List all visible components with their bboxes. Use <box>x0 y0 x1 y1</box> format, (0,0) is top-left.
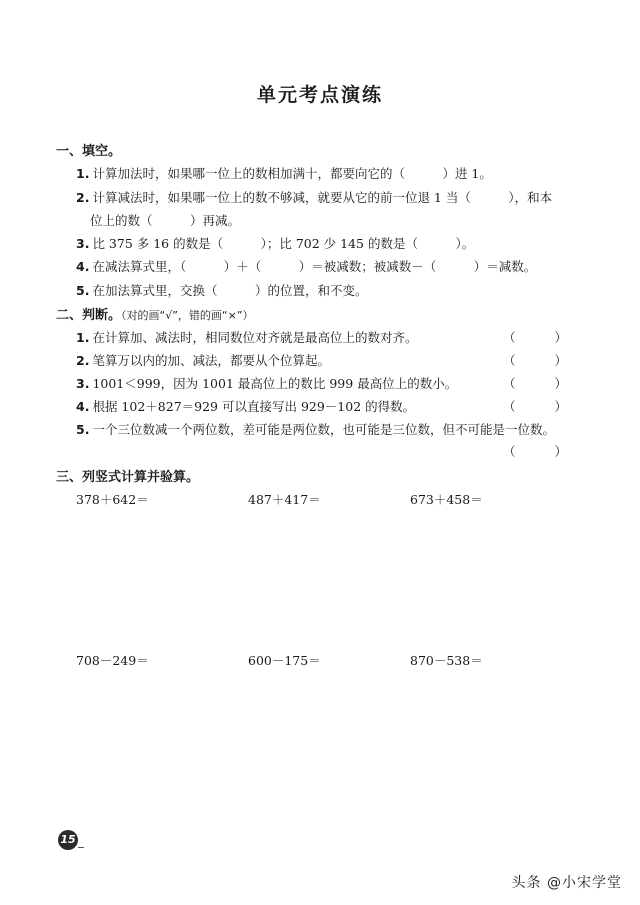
item-number: 4. <box>76 399 90 414</box>
page-number-underline <box>78 847 84 848</box>
paren-open: （ <box>503 330 516 345</box>
item-text: 一个三位数减一个两位数，差可能是两位数，也可能是三位数，但不可能是一位数。 <box>92 422 555 437</box>
item-number: 2. <box>76 190 90 205</box>
judge-item-3 <box>76 374 457 392</box>
item-number: 5. <box>76 422 90 437</box>
calc-problem: 708－249＝ <box>76 653 149 668</box>
item-text: 在减法算式里，（ ）＋（ ）＝被减数；被减数－（ ）＝减数。 <box>92 259 537 274</box>
page-title: 单元考点演练 <box>256 84 383 106</box>
item-number: 3. <box>76 236 90 251</box>
item-number: 5. <box>76 283 90 298</box>
calc-problem: 673＋458＝ <box>410 492 483 507</box>
paren-open: （ <box>503 376 516 391</box>
fill-item-5 <box>76 281 367 299</box>
fill-item-2-cont <box>90 211 240 229</box>
calc-problem: 487＋417＝ <box>248 492 321 507</box>
paren-open: （ <box>503 399 516 414</box>
item-text: 位上的数（ ）再减。 <box>90 213 241 228</box>
item-text: 根据 102＋827＝929 可以直接写出 929－102 的得数。 <box>92 399 416 414</box>
paren-close: ） <box>554 353 567 368</box>
item-text: 1001＜999，因为 1001 最高位上的数比 999 最高位上的数小。 <box>92 376 458 391</box>
item-text: 比 375 多 16 的数是（ ）；比 702 少 145 的数是（ ）。 <box>92 236 475 251</box>
judge-item-4 <box>76 397 415 415</box>
fill-item-4 <box>76 257 536 275</box>
fill-item-2 <box>76 188 552 206</box>
item-text: 在加法算式里，交换（ ）的位置，和不变。 <box>92 283 368 298</box>
item-text: 在计算加、减法时，相同数位对齐就是最高位上的数对齐。 <box>92 330 418 345</box>
item-text: 笔算万以内的加、减法，都要从个位算起。 <box>92 353 330 368</box>
calc-problem: 600－175＝ <box>248 653 321 668</box>
section2-note: （对的画“√”，错的画“×”） <box>121 309 254 322</box>
item-number: 1. <box>76 330 90 345</box>
item-text: 计算加法时，如果哪一位上的数相加满十，都要向它的（ ）进 1。 <box>92 166 492 181</box>
section2-title: 二、判断。 <box>56 308 122 323</box>
section2-heading <box>56 304 254 323</box>
page-number-badge: 15 <box>58 830 78 850</box>
paren-close: ） <box>554 444 567 459</box>
item-text: 计算减法时，如果哪一位上的数不够减，就要从它的前一位退 1 当（ ），和本 <box>92 190 553 205</box>
paren-close: ） <box>554 399 567 414</box>
section1-heading: 一、填空。 <box>56 144 122 159</box>
paren-close: ） <box>554 376 567 391</box>
paren-open: （ <box>503 353 516 368</box>
fill-item-1 <box>76 164 492 182</box>
judge-item-2 <box>76 351 330 369</box>
section3-heading: 三、列竖式计算并验算。 <box>56 470 200 485</box>
fill-item-3 <box>76 234 474 252</box>
item-number: 1. <box>76 166 90 181</box>
item-number: 2. <box>76 353 90 368</box>
item-number: 3. <box>76 376 90 391</box>
calc-problem: 378＋642＝ <box>76 492 149 507</box>
watermark-text: 头条 @小宋学堂 <box>511 875 622 891</box>
calc-problem: 870－538＝ <box>410 653 483 668</box>
paren-close: ） <box>554 330 567 345</box>
paren-open: （ <box>503 444 516 459</box>
judge-item-5 <box>76 420 555 438</box>
judge-item-1 <box>76 328 417 346</box>
item-number: 4. <box>76 259 90 274</box>
